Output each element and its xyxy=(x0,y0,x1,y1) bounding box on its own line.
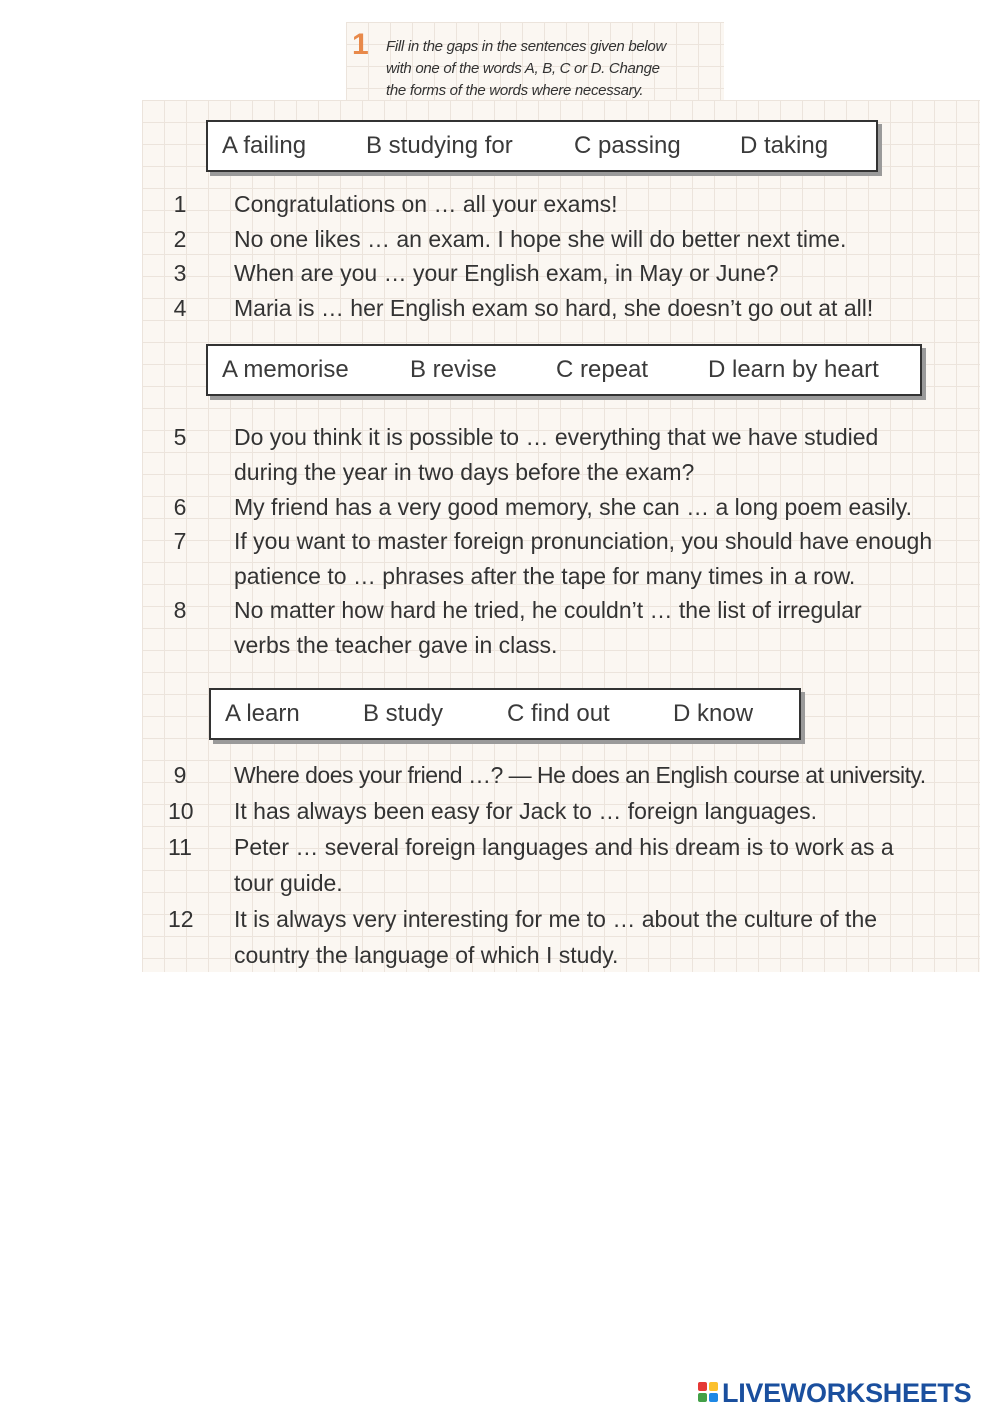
options-box-2 xyxy=(206,344,922,396)
question-text: Congratulations on … all your exams! xyxy=(234,191,618,217)
option-a: A failing xyxy=(222,132,307,159)
option-b: B study xyxy=(363,700,444,727)
instructions-line: Fill in the gaps in the sentences given below xyxy=(386,38,667,55)
question-text: When are you … your English exam, in May or June? xyxy=(234,260,779,286)
options-box-3 xyxy=(209,688,801,740)
question-text: My friend has a very good memory, she can … a long poem easily. xyxy=(234,494,912,520)
question-number: 2 xyxy=(173,226,187,252)
option-b: B studying for xyxy=(366,132,513,159)
question-text: It is always very interesting for me to … about the culture of the xyxy=(234,906,878,932)
worksheet-area xyxy=(142,100,980,972)
question-number: 6 xyxy=(173,494,187,520)
question-text: If you want to master foreign pronunciation, you should have enough xyxy=(234,528,933,554)
option-d: D learn by heart xyxy=(708,356,879,383)
question-text: Peter … several foreign languages and his dream is to work as a xyxy=(234,834,894,860)
question-number: 4 xyxy=(173,295,187,321)
question-text: No one likes … an exam. I hope she will do better next time. xyxy=(234,226,847,252)
instructions-line: with one of the words A, B, C or D. Change xyxy=(386,60,660,77)
question-text: during the year in two days before the exam? xyxy=(234,459,695,485)
instructions-box xyxy=(346,22,724,100)
logo-mark-icon xyxy=(698,1381,720,1405)
question-number: 10 xyxy=(168,798,194,824)
liveworksheets-logo xyxy=(698,1378,971,1408)
question-number: 5 xyxy=(173,424,187,450)
option-b: B revise xyxy=(410,356,497,383)
question-number: 9 xyxy=(173,762,187,788)
question-number: 7 xyxy=(173,528,187,554)
question-number: 3 xyxy=(173,260,187,286)
option-a: A learn xyxy=(225,700,300,727)
instructions-line: the forms of the words where necessary. xyxy=(386,82,644,99)
option-c: C passing xyxy=(574,132,681,159)
question-text: Do you think it is possible to … everything that we have studied xyxy=(234,424,879,450)
question-text: verbs the teacher gave in class. xyxy=(234,632,558,658)
logo-text: LIVEWORKSHEETS xyxy=(722,1377,972,1408)
question-text: No matter how hard he tried, he couldn’t … the list of irregular xyxy=(234,597,862,623)
option-d: D taking xyxy=(740,132,829,159)
question-text: Maria is … her English exam so hard, she doesn’t go out at all! xyxy=(234,295,874,321)
exercise-number: 1 xyxy=(352,28,369,61)
instructions-text xyxy=(386,36,720,102)
question-number: 8 xyxy=(173,597,187,623)
option-a: A memorise xyxy=(222,356,349,383)
question-number: 1 xyxy=(173,191,187,217)
question-number: 12 xyxy=(168,906,194,932)
option-c: C repeat xyxy=(556,356,649,383)
question-number: 11 xyxy=(168,834,192,860)
question-text: tour guide. xyxy=(234,870,343,896)
option-d: D know xyxy=(673,700,754,727)
option-c: C find out xyxy=(507,700,610,727)
question-text: patience to … phrases after the tape for many times in a row. xyxy=(234,563,856,589)
options-box-1 xyxy=(206,120,878,172)
question-text: country the language of which I study. xyxy=(234,942,619,968)
question-text: Where does your friend …? — He does an English course at university. xyxy=(234,762,926,788)
question-text: It has always been easy for Jack to … foreign languages. xyxy=(234,798,817,824)
